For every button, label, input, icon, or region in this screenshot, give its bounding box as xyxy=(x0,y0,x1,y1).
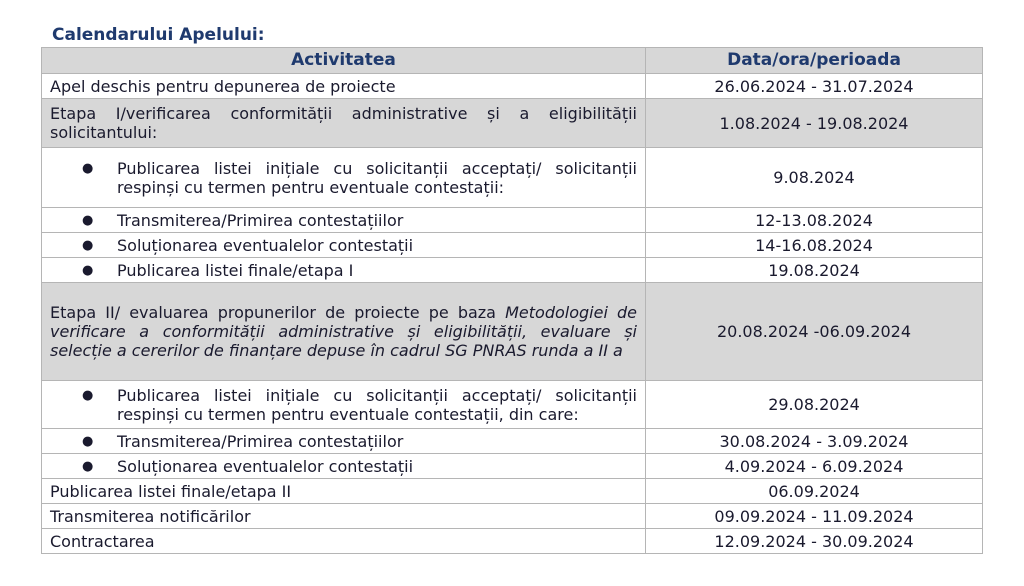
bullet-icon: ● xyxy=(82,237,94,253)
date-cell: 30.08.2024 - 3.09.2024 xyxy=(646,429,983,454)
activity-cell: ● Transmiterea/Primirea contestațiilor xyxy=(42,429,646,454)
date-cell: 1.08.2024 - 19.08.2024 xyxy=(646,99,983,148)
date-cell: 14-16.08.2024 xyxy=(646,233,983,258)
date-cell: 12-13.08.2024 xyxy=(646,208,983,233)
header-date: Data/ora/perioada xyxy=(646,48,983,74)
activity-cell: ● Soluționarea eventualelor contestații xyxy=(42,233,646,258)
bullet-icon: ● xyxy=(82,160,94,176)
date-cell: 29.08.2024 xyxy=(646,381,983,429)
header-activity: Activitatea xyxy=(42,48,646,74)
table-row xyxy=(42,479,983,504)
date-cell: 4.09.2024 - 6.09.2024 xyxy=(646,454,983,479)
bullet-icon: ● xyxy=(82,458,94,474)
activity-cell: Transmiterea notificărilor xyxy=(42,504,646,529)
table-row xyxy=(42,99,983,148)
date-cell: 09.09.2024 - 11.09.2024 xyxy=(646,504,983,529)
activity-cell: ● Publicarea listei finale/etapa I xyxy=(42,258,646,283)
date-cell: 26.06.2024 - 31.07.2024 xyxy=(646,74,983,99)
date-cell: 20.08.2024 -06.09.2024 xyxy=(646,283,983,381)
header-row xyxy=(42,48,983,74)
table-caption: Calendarului Apelului: xyxy=(52,25,265,45)
activity-cell: Etapa II/ evaluarea propunerilor de proiecte pe baza Metodologiei de verificare a conformității administrative și eligibilității, evaluare și selecție a cererilor de finanțare depuse în cadrul SG PNRAS runda a II a xyxy=(42,283,646,381)
date-cell: 12.09.2024 - 30.09.2024 xyxy=(646,529,983,554)
date-cell: 19.08.2024 xyxy=(646,258,983,283)
table-row xyxy=(42,233,983,258)
table-row xyxy=(42,454,983,479)
activity-cell: Etapa I/verificarea conformității administrative și a eligibilității solicitantului: xyxy=(42,99,646,148)
activity-cell: Publicarea listei finale/etapa II xyxy=(42,479,646,504)
table-row xyxy=(42,283,983,381)
bullet-icon: ● xyxy=(82,387,94,403)
date-cell: 9.08.2024 xyxy=(646,148,983,208)
activity-cell: ● Publicarea listei inițiale cu solicitanții acceptați/ solicitanții respinși cu termen pentru eventuale contestații: xyxy=(42,148,646,208)
calendar-table xyxy=(41,47,983,554)
bullet-icon: ● xyxy=(82,262,94,278)
table-row xyxy=(42,74,983,99)
activity-cell: ● Publicarea listei inițiale cu solicitanții acceptați/ solicitanții respinși cu termen pentru eventuale contestații, din care: xyxy=(42,381,646,429)
date-cell: 06.09.2024 xyxy=(646,479,983,504)
bullet-icon: ● xyxy=(82,212,94,228)
activity-cell: ● Soluționarea eventualelor contestații xyxy=(42,454,646,479)
table-row xyxy=(42,381,983,429)
table-row xyxy=(42,504,983,529)
table-row xyxy=(42,429,983,454)
table-row xyxy=(42,208,983,233)
activity-cell: ● Transmiterea/Primirea contestațiilor xyxy=(42,208,646,233)
table-row xyxy=(42,529,983,554)
activity-cell: Contractarea xyxy=(42,529,646,554)
bullet-icon: ● xyxy=(82,433,94,449)
activity-cell: Apel deschis pentru depunerea de proiecte xyxy=(42,74,646,99)
table-row xyxy=(42,258,983,283)
table-row xyxy=(42,148,983,208)
